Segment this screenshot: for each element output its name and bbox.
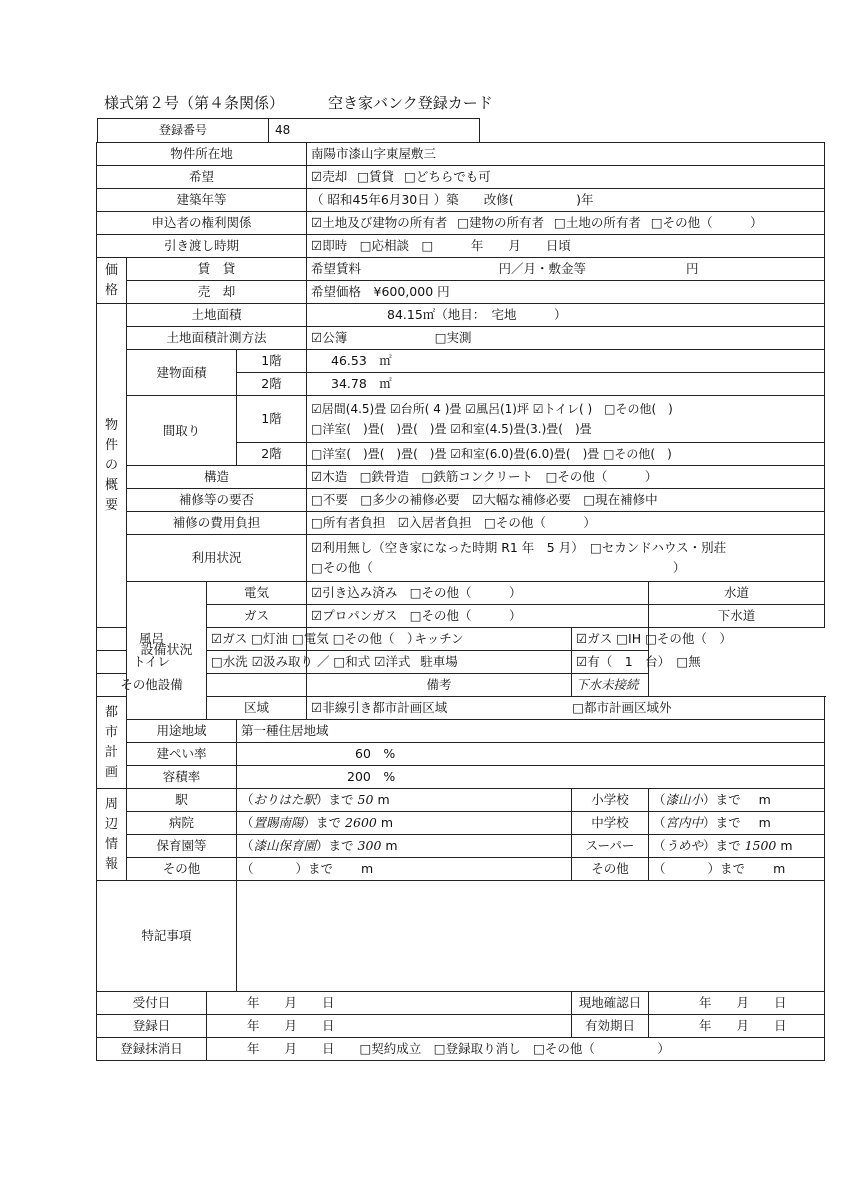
floor-ratio-value[interactable]: 200 % (237, 766, 825, 789)
station-value[interactable]: （おりはた駅）まで 50 m (237, 789, 572, 812)
floor2-value[interactable]: 34.78 ㎡ (307, 373, 825, 396)
station-distance[interactable]: 50 (357, 792, 374, 807)
usage-line1[interactable]: ☑利用無し（空き家になった時期 R1 年 5 月） □セカンドハウス・別荘 (311, 540, 727, 555)
row-price-sale (97, 281, 825, 304)
row-location (97, 143, 825, 166)
built-value[interactable]: （ 昭和45年6月30日 ）築 改修( )年 (307, 189, 825, 212)
hospital-value[interactable]: （置賜南陽）まで 2600 m (237, 812, 572, 835)
confirm-label: 現地確認日 (572, 992, 649, 1015)
rent-label: 賃 貸 (127, 258, 307, 281)
rights-option-building[interactable]: □建物の所有者 (457, 215, 545, 230)
row-land-area (97, 304, 825, 327)
station-unit: m (377, 792, 390, 807)
other1-made: まで (308, 861, 334, 876)
kitchen-label: キッチン (307, 628, 572, 651)
rights-option-other[interactable]: □その他（ ） (650, 215, 763, 230)
desire-option-rent[interactable]: □賃貸 (357, 169, 395, 184)
accept-label: 受付日 (97, 992, 207, 1015)
expire-label: 有効期日 (572, 1015, 649, 1038)
hospital-distance[interactable]: 2600 (345, 815, 377, 830)
other2-value[interactable]: （ ）まで m (649, 858, 825, 881)
register-value[interactable]: 年 月 日 (207, 1015, 572, 1038)
layout2-value[interactable]: □洋室( )畳( )畳( )畳 ☑和室(6.0)畳(6.0)畳( )畳 □その他( ) (307, 443, 825, 466)
floor2-label: 2階 (237, 373, 307, 396)
row-zoning (97, 720, 825, 743)
rights-option-land[interactable]: □土地の所有者 (554, 215, 641, 230)
confirm-value[interactable]: 年 月 日 (649, 992, 825, 1015)
registration-number-label: 登録番号 (98, 119, 269, 142)
rent-value[interactable]: 希望賃料 円／月・敷金等 円 (307, 258, 825, 281)
layout1-line1[interactable]: ☑居間(4.5)畳 ☑台所( 4 )畳 ☑風呂(1)坪 ☑トイレ( ) □その他( ) (311, 402, 673, 416)
elementary-value[interactable]: （漆山小）まで m (649, 789, 825, 812)
bath-value[interactable]: ☑ガス □灯油 □電気 □その他（ ） (207, 628, 307, 651)
station-made: まで (328, 792, 354, 807)
other1-label: その他 (127, 858, 237, 881)
elementary-made: まで (715, 792, 741, 807)
row-layout1 (97, 396, 825, 443)
junior-unit: m (758, 815, 771, 830)
location-value[interactable]: 南陽市漆山字東屋敷三 (307, 143, 825, 166)
cancel-value[interactable]: 年 月 日 □契約成立 □登録取り消し □その他（ ） (207, 1038, 825, 1061)
super-unit: m (780, 838, 793, 853)
kitchen-value[interactable]: ☑ガス □IH □その他（ ） (572, 628, 649, 651)
row-coverage (97, 743, 825, 766)
location-label: 物件所在地 (97, 143, 307, 166)
repair-cost-label: 補修の費用負担 (127, 512, 307, 535)
desire-option-either[interactable]: □どちらでも可 (404, 169, 491, 184)
planning-area-label: 区域 (207, 697, 307, 720)
planning-section-label: 都市計画 (97, 697, 127, 789)
parking-label: 駐車場 (307, 651, 572, 674)
station-label: 駅 (127, 789, 237, 812)
structure-label: 構造 (127, 466, 307, 489)
coverage-value[interactable]: 60 % (237, 743, 825, 766)
hospital-label: 病院 (127, 812, 237, 835)
sale-value[interactable]: 希望価格 ¥600,000 円 (307, 281, 825, 304)
water-label: 水道 (649, 582, 825, 605)
rights-label: 申込者の権利関係 (97, 212, 307, 235)
row-land-method (97, 327, 825, 350)
elementary-label: 小学校 (572, 789, 649, 812)
accept-value[interactable]: 年 月 日 (207, 992, 572, 1015)
junior-name[interactable]: 宮内中 (665, 815, 704, 830)
other1-value[interactable]: （ ）まで m (237, 858, 572, 881)
rights-option-land-building[interactable]: ☑土地及び建物の所有者 (311, 215, 448, 230)
layout1-line2[interactable]: □洋室( )畳( )畳( )畳 ☑和室(4.5)畳(3.)畳( )畳 (311, 422, 592, 436)
registration-number-row (97, 118, 480, 142)
land-method-label: 土地面積計測方法 (127, 327, 307, 350)
registration-number-value[interactable]: 48 (275, 123, 291, 137)
memo-value[interactable] (237, 881, 825, 992)
land-area-label: 土地面積 (127, 304, 307, 327)
row-cancel (97, 1038, 825, 1061)
row-accept-confirm (97, 992, 825, 1015)
row-planning-area (97, 697, 825, 720)
row-other-notes (97, 674, 825, 697)
row-station-elementary (97, 789, 825, 812)
desire-options[interactable] (307, 166, 825, 189)
land-method-value[interactable]: ☑公簿 □実測 (307, 327, 825, 350)
expire-value[interactable]: 年 月 日 (649, 1015, 825, 1038)
land-area-value[interactable]: 84.15㎡（地目： 宅地 ） (307, 304, 825, 327)
repair-value[interactable]: □不要 □多少の補修必要 ☑大幅な補修必要 □現在補修中 (307, 489, 825, 512)
row-rights (97, 212, 825, 235)
toilet-label: トイレ (97, 651, 207, 674)
row-usage (97, 535, 825, 582)
nursery-value[interactable]: （漆山保育園）まで 300 m (237, 835, 572, 858)
electric-label: 電気 (207, 582, 307, 605)
row-nursery-super (97, 835, 825, 858)
zoning-label: 用途地域 (127, 720, 237, 743)
other2-made: まで (720, 861, 746, 876)
notes-label: 備考 (307, 674, 572, 697)
layout1-values[interactable] (307, 396, 825, 443)
planning-area-value[interactable]: ☑非線引き都市計画区域 □都市計画区域外 (307, 697, 825, 720)
row-toilet-parking (97, 651, 825, 674)
junior-label: 中学校 (572, 812, 649, 835)
row-built (97, 189, 825, 212)
row-price-rent (97, 258, 825, 281)
nursery-name[interactable]: 漆山保育園 (253, 838, 317, 853)
overview-section-label: 物件の概要 (97, 304, 127, 628)
layout2-label: 2階 (237, 443, 307, 466)
super-made: まで (715, 838, 741, 853)
usage-label: 利用状況 (127, 535, 307, 582)
station-name[interactable]: おりはた駅 (253, 792, 317, 807)
floor1-label: 1階 (237, 350, 307, 373)
row-floor-ratio (97, 766, 825, 789)
row-memo (97, 881, 825, 992)
hospital-made: まで (316, 815, 342, 830)
floor1-value[interactable]: 46.53 ㎡ (307, 350, 825, 373)
form-label: 様式第２号（第４条関係） (104, 94, 285, 112)
junior-made: まで (715, 815, 741, 830)
other2-unit: m (773, 861, 786, 876)
super-label: スーパー (572, 835, 649, 858)
structure-value[interactable]: ☑木造 □鉄骨造 □鉄筋コンクリート □その他（ ） (307, 466, 825, 489)
coverage-label: 建ぺい率 (127, 743, 237, 766)
desire-option-sale[interactable]: ☑売却 (311, 169, 348, 184)
nursery-distance[interactable]: 300 (357, 838, 382, 853)
repair-label: 補修等の要否 (127, 489, 307, 512)
rights-options[interactable] (307, 212, 825, 235)
row-floor1 (97, 350, 825, 373)
row-repair-cost (97, 512, 825, 535)
parking-value[interactable]: ☑有（ 1 台） □無 (572, 651, 649, 674)
nursery-made: まで (328, 838, 354, 853)
floor-ratio-label: 容積率 (127, 766, 237, 789)
nursery-label: 保育園等 (127, 835, 237, 858)
row-handover (97, 235, 825, 258)
facilities-section-label: 設備状況 (127, 582, 207, 720)
row-register-expire (97, 1015, 825, 1038)
handover-value[interactable]: ☑即時 □応相談 □ 年 月 日頃 (307, 235, 825, 258)
built-label: 建築年等 (97, 189, 307, 212)
building-area-label: 建物面積 (127, 350, 237, 396)
layout-label: 間取り (127, 396, 237, 466)
cancel-label: 登録抹消日 (97, 1038, 207, 1061)
row-electric-water (97, 582, 825, 605)
desire-label: 希望 (97, 166, 307, 189)
row-desire (97, 166, 825, 189)
hospital-unit: m (380, 815, 394, 830)
memo-label: 特記事項 (97, 881, 237, 992)
junior-value[interactable]: （宮内中）まで m (649, 812, 825, 835)
registration-form-table (96, 142, 825, 1061)
document-title (104, 92, 493, 113)
nursery-unit: m (385, 838, 398, 853)
gas-value[interactable]: ☑プロパンガス □その他（ ） (307, 605, 649, 628)
elementary-name[interactable]: 漆山小 (665, 792, 704, 807)
layout1-label: 1階 (237, 396, 307, 443)
row-bath-kitchen (97, 628, 825, 651)
handover-label: 引き渡し時期 (97, 235, 307, 258)
usage-values[interactable] (307, 535, 825, 582)
usage-line2[interactable]: □その他（ ） (311, 560, 686, 575)
row-other-info (97, 858, 825, 881)
price-section-label: 価格 (97, 258, 127, 304)
sewer-label: 下水道 (649, 605, 825, 628)
gas-label: ガス (207, 605, 307, 628)
super-distance[interactable]: 1500 (744, 838, 777, 853)
row-gas-sewer (97, 605, 825, 628)
super-value[interactable]: （うめや）まで 1500 m (649, 835, 825, 858)
electric-value[interactable]: ☑引き込み済み □その他（ ） (307, 582, 649, 605)
zoning-value[interactable]: 第一種住居地域 (237, 720, 825, 743)
other1-unit: m (361, 861, 374, 876)
super-name[interactable]: うめや (665, 838, 704, 853)
other-equipment-value[interactable] (207, 674, 307, 697)
repair-cost-value[interactable]: □所有者負担 ☑入居者負担 □その他（ ） (307, 512, 825, 535)
notes-value[interactable]: 下水未接続 (572, 674, 649, 697)
other2-label: その他 (572, 858, 649, 881)
row-repair (97, 489, 825, 512)
card-title: 空き家バンク登録カード (328, 94, 493, 112)
bath-label: 風呂 (97, 628, 207, 651)
sale-label: 売 却 (127, 281, 307, 304)
toilet-value[interactable]: □水洗 ☑汲み取り ／ □和式 ☑洋式 (207, 651, 307, 674)
elementary-unit: m (758, 792, 771, 807)
register-label: 登録日 (97, 1015, 207, 1038)
row-hospital-junior (97, 812, 825, 835)
hospital-name[interactable]: 置賜南陽 (253, 815, 304, 830)
surroundings-section-label: 周辺情報 (97, 789, 127, 881)
row-structure (97, 466, 825, 489)
other-equipment-label: その他設備 (97, 674, 207, 697)
